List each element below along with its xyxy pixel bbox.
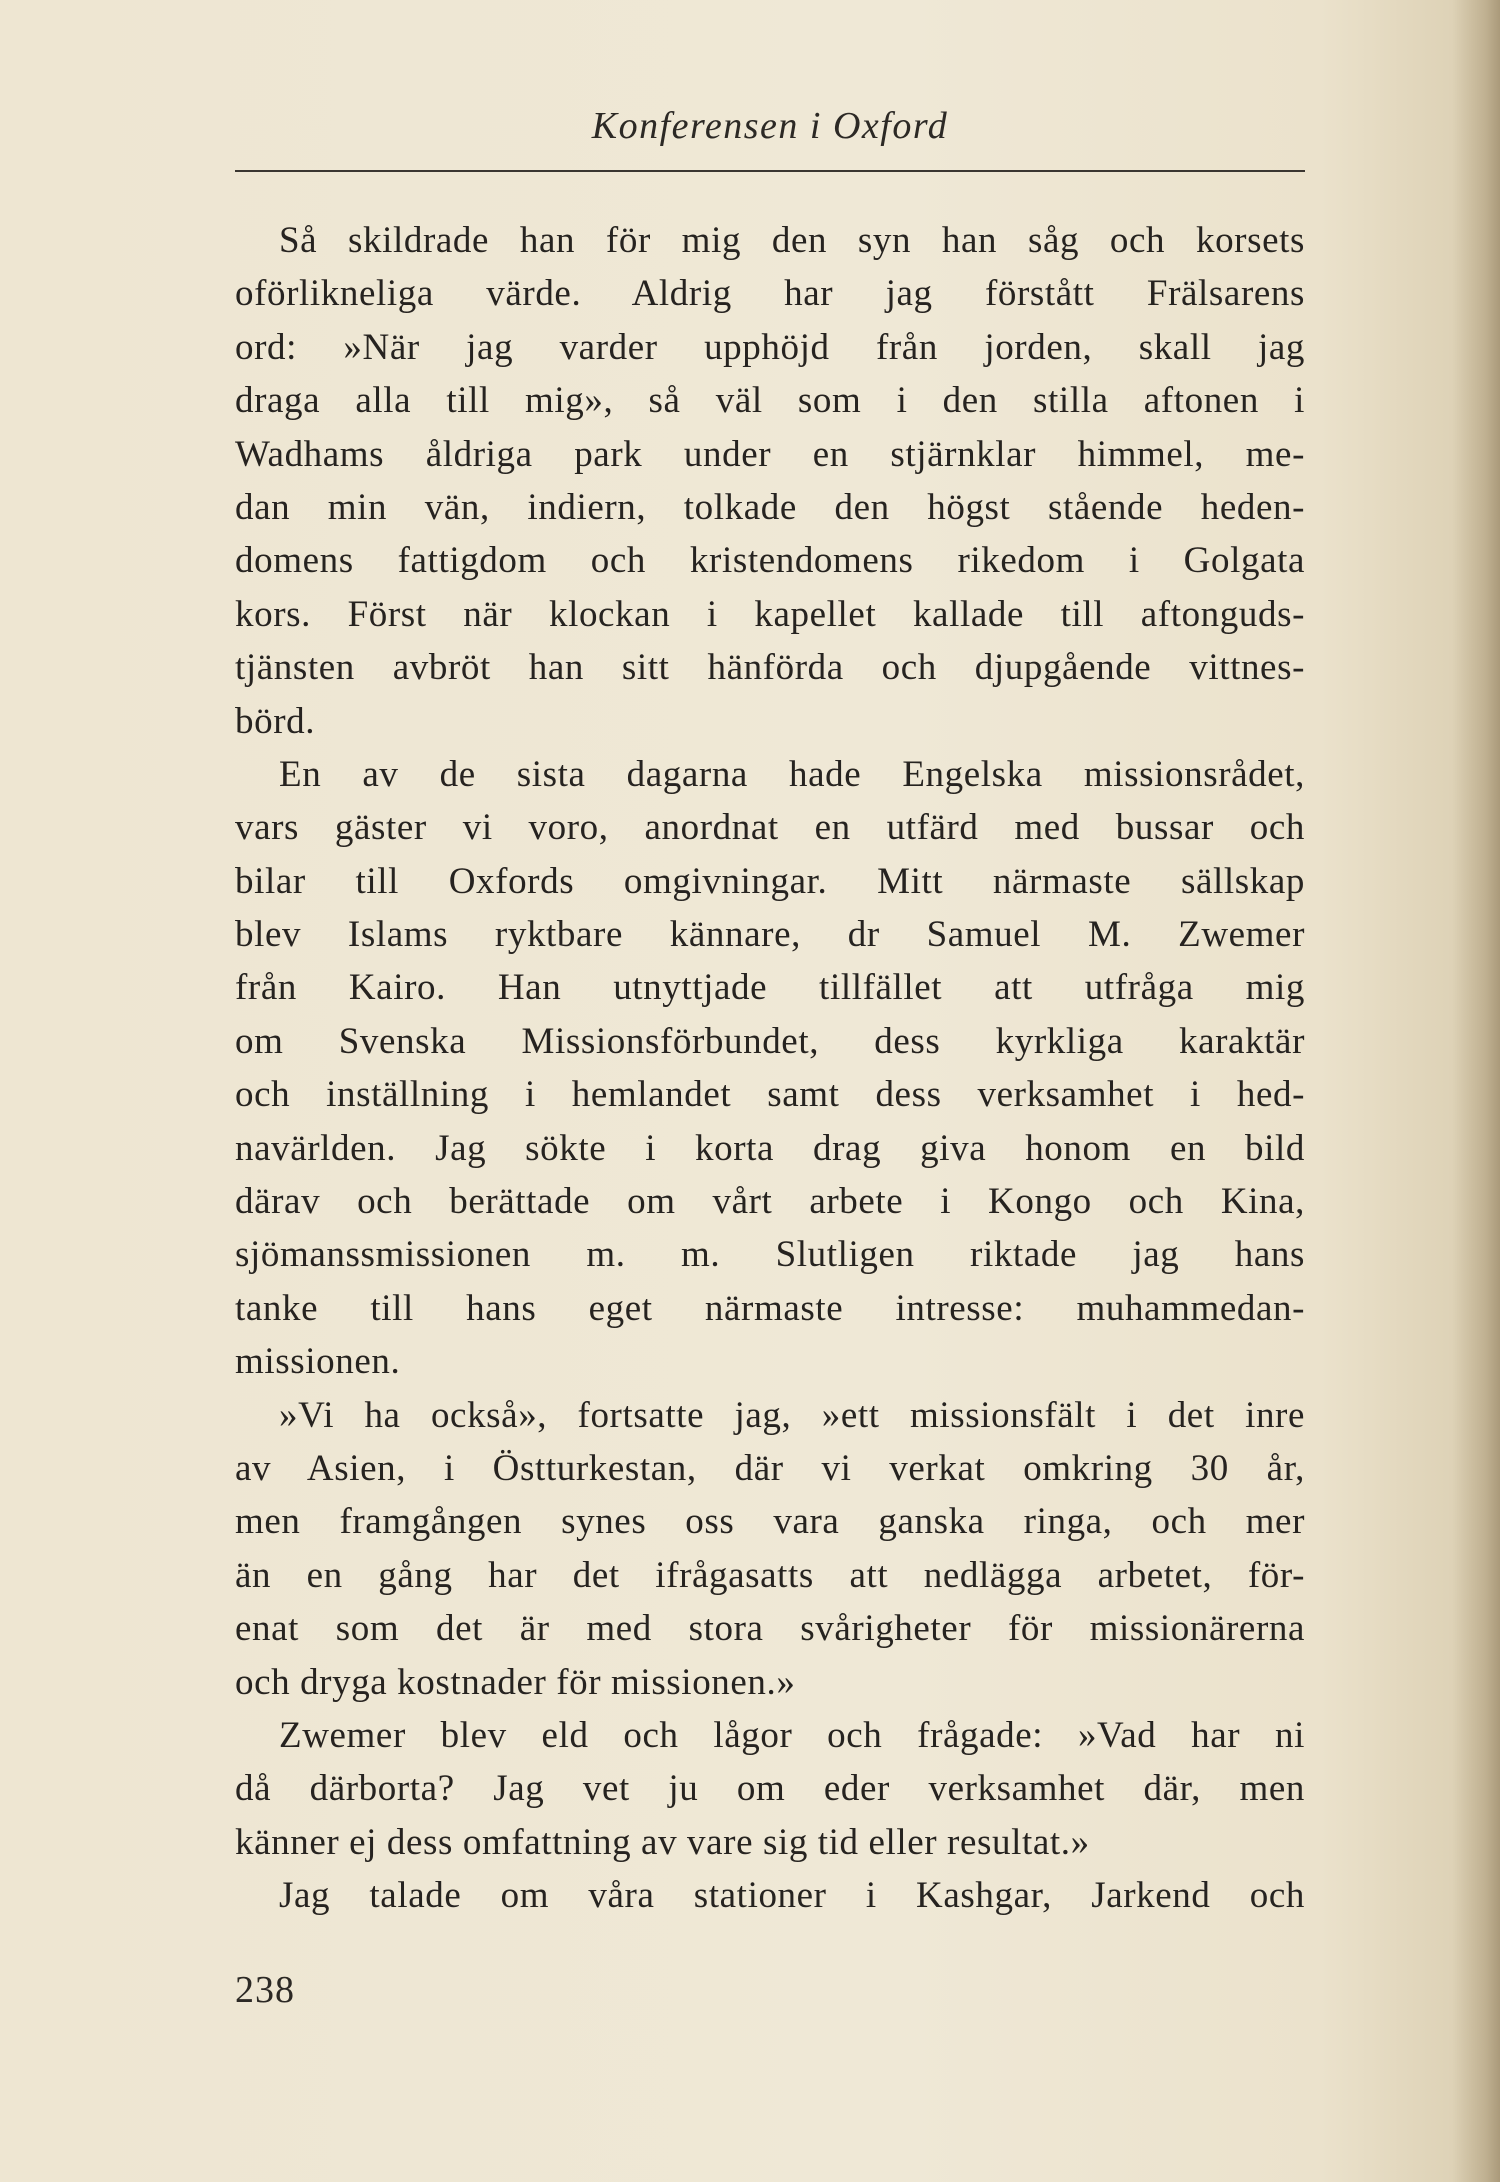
text-line: oförlikneliga värde. Aldrig har jag förstått Frälsarens bbox=[235, 273, 1305, 315]
text-line: känner ej dess omfattning av vare sig tid eller resultat.» bbox=[235, 1821, 1090, 1863]
text-line: Wadhams åldriga park under en stjärnklar himmel, me- bbox=[235, 433, 1305, 475]
text-line: börd. bbox=[235, 700, 316, 742]
text-line: navärlden. Jag sökte i korta drag giva honom en bild bbox=[235, 1127, 1305, 1169]
text-line: Så skildrade han för mig den syn han såg och korsets bbox=[279, 220, 1305, 261]
text-line: enat som det är med stora svårigheter för missionärerna bbox=[235, 1608, 1305, 1650]
running-head: Konferensen i Oxford bbox=[591, 105, 949, 147]
text-line: Zwemer blev eld och lågor och frågade: »Vad har ni bbox=[279, 1714, 1305, 1756]
text-line: än en gång har det ifrågasatts att nedlägga arbetet, för- bbox=[235, 1554, 1305, 1596]
body-text bbox=[235, 214, 1305, 1923]
page-number: 238 bbox=[235, 1969, 295, 2011]
text-line: och dryga kostnader för missionen.» bbox=[235, 1661, 796, 1703]
text-line: från Kairo. Han utnyttjade tillfället att utfråga mig bbox=[235, 967, 1305, 1009]
header-rule bbox=[235, 170, 1305, 172]
text-line: dan min vän, indiern, tolkade den högst stående heden- bbox=[235, 486, 1305, 528]
spine-shadow bbox=[1452, 0, 1500, 2182]
text-line: tanke till hans eget närmaste intresse: muhammedan- bbox=[235, 1287, 1305, 1329]
text-line: domens fattigdom och kristendomens rikedom i Golgata bbox=[235, 540, 1305, 582]
text-line: missionen. bbox=[235, 1341, 401, 1383]
text-line: draga alla till mig», så väl som i den stilla aftonen i bbox=[235, 380, 1305, 422]
text-line: tjänsten avbröt han sitt hänförda och djupgående vittnes- bbox=[235, 647, 1305, 689]
text-line: om Svenska Missionsförbundet, dess kyrkliga karaktär bbox=[235, 1020, 1305, 1062]
text-line: och inställning i hemlandet samt dess verksamhet i hed- bbox=[235, 1074, 1305, 1116]
text-line: kors. Först när klockan i kapellet kallade till aftonguds- bbox=[235, 593, 1305, 635]
text-line: då därborta? Jag vet ju om eder verksamhet där, men bbox=[235, 1768, 1305, 1810]
text-line: vars gäster vi voro, anordnat en utfärd med bussar och bbox=[235, 807, 1305, 849]
text-line: Jag talade om våra stationer i Kashgar, Jarkend och bbox=[279, 1875, 1305, 1917]
text-line: bilar till Oxfords omgivningar. Mitt närmaste sällskap bbox=[235, 860, 1305, 902]
text-line: blev Islams ryktbare kännare, dr Samuel M. Zwemer bbox=[235, 914, 1305, 956]
text-line: »Vi ha också», fortsatte jag, »ett missionsfält i det inre bbox=[279, 1394, 1305, 1436]
text-line: därav och berättade om vårt arbete i Kongo och Kina, bbox=[235, 1181, 1305, 1223]
text-line: En av de sista dagarna hade Engelska missionsrådet, bbox=[279, 753, 1305, 795]
text-line: av Asien, i Östturkestan, där vi verkat omkring 30 år, bbox=[235, 1447, 1305, 1489]
text-line: men framgången synes oss vara ganska ringa, och mer bbox=[235, 1501, 1305, 1543]
text-line: ord: »När jag varder upphöjd från jorden, skall jag bbox=[235, 326, 1305, 368]
text-line: sjömanssmissionen m. m. Slutligen riktade jag hans bbox=[235, 1234, 1305, 1276]
